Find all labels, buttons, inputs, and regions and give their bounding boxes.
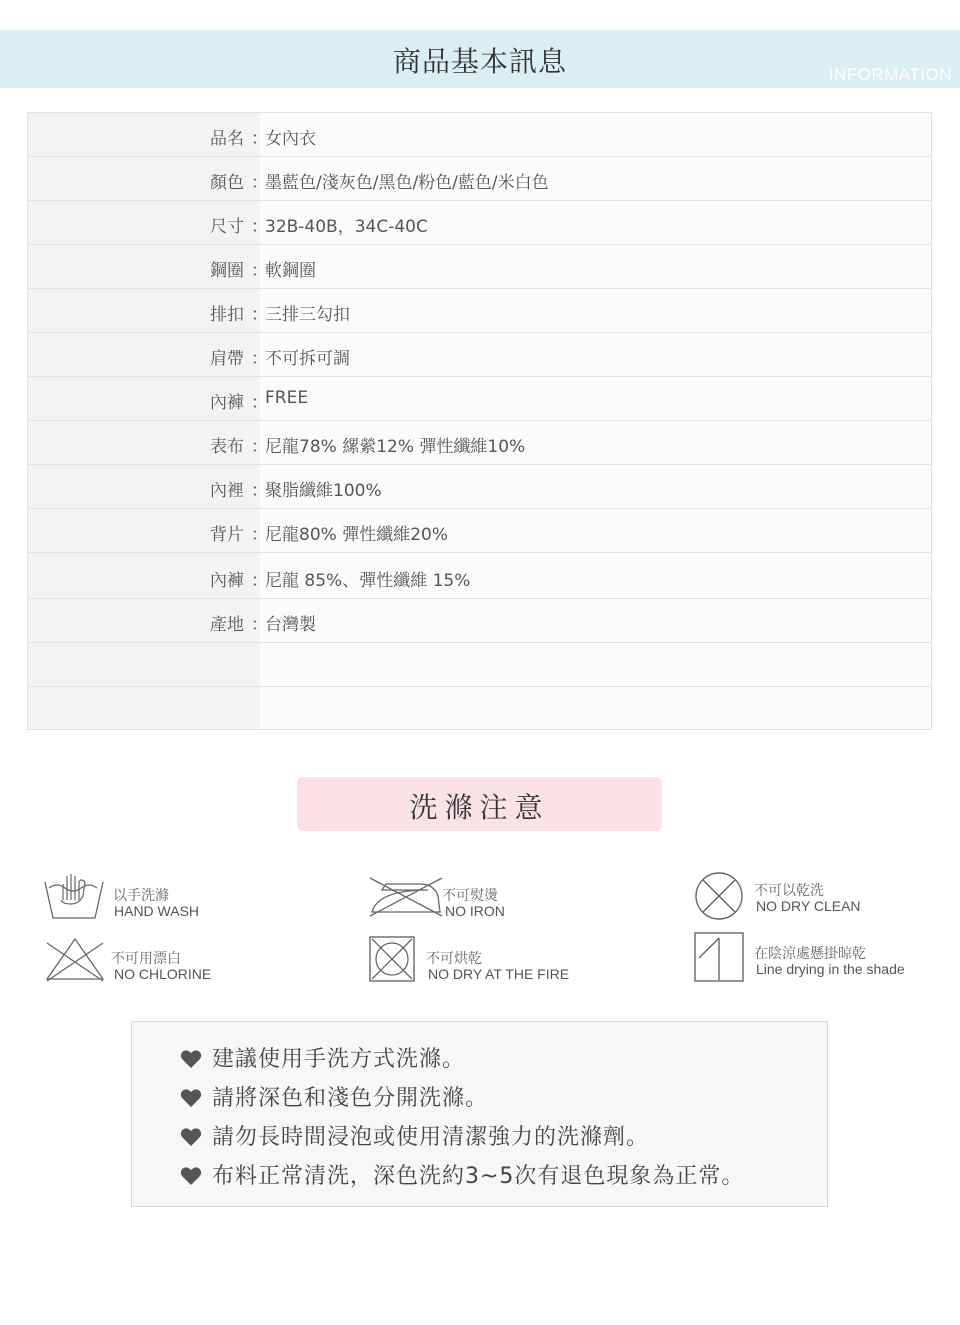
- care-no-dry-clean: [693, 870, 953, 926]
- spec-label: 內裡: [210, 481, 244, 501]
- spec-row-empty: [28, 643, 931, 687]
- spec-value: 不可拆可調: [265, 349, 350, 369]
- care-no-iron: [368, 870, 628, 926]
- care-label-cn: 不可用漂白: [111, 951, 181, 967]
- spec-label: 顏色: [210, 173, 244, 193]
- spec-value: 尼龍 85%、彈性纖維 15%: [265, 571, 471, 591]
- no-tumble-dry-icon: [368, 935, 416, 983]
- heart-icon: [180, 1127, 202, 1147]
- spec-colon: ：: [251, 615, 268, 635]
- spec-row: [28, 465, 931, 509]
- spec-row: [28, 113, 931, 157]
- no-iron-icon: [368, 870, 444, 918]
- care-hand-wash: [43, 870, 303, 926]
- spec-colon: ：: [251, 571, 268, 591]
- care-label-cn: 以手洗滌: [113, 888, 169, 904]
- care-label-en: NO IRON: [445, 903, 505, 919]
- spec-label: 內褲: [210, 393, 244, 413]
- spec-value: 尼龍78% 縲縈12% 彈性纖維10%: [265, 437, 526, 457]
- care-line-dry-shade: [693, 930, 953, 986]
- spec-row: [28, 599, 931, 643]
- care-label-cn: 不可熨燙: [442, 888, 498, 904]
- spec-row: [28, 509, 931, 553]
- spec-value: 三排三勾扣: [265, 305, 350, 325]
- spec-colon: ：: [251, 173, 268, 193]
- care-label-en: NO DRY AT THE FIRE: [428, 966, 570, 982]
- spec-label: 品名: [210, 129, 244, 149]
- care-note-text: 布料正常清洗，深色洗約3~5次有退色現象為正常。: [212, 1164, 745, 1189]
- spec-row: [28, 157, 931, 201]
- spec-colon: ：: [251, 437, 268, 457]
- spec-value: 32B-40B，34C-40C: [265, 217, 428, 237]
- spec-colon: ：: [251, 481, 268, 501]
- care-note-text: 請將深色和淺色分開洗滌。: [212, 1086, 489, 1111]
- information-title: 商品基本訊息: [392, 45, 567, 78]
- spec-table: [27, 112, 932, 730]
- spec-value: 尼龍80% 彈性纖維20%: [265, 525, 448, 545]
- spec-label: 肩帶: [210, 349, 244, 369]
- care-no-tumble-dry: [368, 935, 628, 991]
- care-label-cn: 在陰涼處懸掛晾乾: [754, 946, 866, 962]
- spec-row: [28, 333, 931, 377]
- spec-colon: ：: [251, 305, 268, 325]
- heart-icon: [180, 1088, 202, 1108]
- spec-value: 聚脂纖維100%: [265, 481, 382, 501]
- care-note-text: 建議使用手洗方式洗滌。: [212, 1047, 466, 1072]
- wash-care-header: [297, 777, 662, 831]
- spec-value: FREE: [265, 388, 309, 408]
- spec-label: 鋼圈: [210, 261, 244, 281]
- spec-label: 內褲: [210, 571, 244, 591]
- spec-row: [28, 555, 931, 599]
- spec-label: 尺寸: [210, 217, 244, 237]
- line-dry-shade-icon: [693, 930, 747, 984]
- care-label-en: HAND WASH: [114, 903, 200, 919]
- care-label-en: Line drying in the shade: [756, 961, 905, 977]
- spec-row: [28, 289, 931, 333]
- spec-row: [28, 377, 931, 421]
- spec-colon: ：: [251, 349, 268, 369]
- spec-value: 女內衣: [265, 129, 316, 149]
- no-dry-clean-icon: [693, 870, 747, 922]
- spec-label: 表布: [210, 437, 244, 457]
- spec-colon: ：: [251, 393, 268, 413]
- spec-row: [28, 201, 931, 245]
- care-notes-box: [131, 1021, 828, 1207]
- heart-icon: [180, 1166, 202, 1186]
- information-header: [0, 30, 960, 88]
- spec-label: 排扣: [210, 305, 244, 325]
- wash-care-title: 洗滌注意: [409, 791, 550, 824]
- spec-row: [28, 421, 931, 465]
- care-label-en: NO DRY CLEAN: [756, 898, 861, 914]
- spec-value: 墨藍色/淺灰色/黑色/粉色/藍色/米白色: [265, 173, 549, 193]
- care-label-cn: 不可烘乾: [426, 951, 482, 967]
- heart-icon: [180, 1049, 202, 1069]
- care-note-text: 請勿長時間浸泡或使用清潔強力的洗滌劑。: [212, 1125, 650, 1150]
- information-subtitle: INFORMATION: [828, 65, 952, 84]
- spec-colon: ：: [251, 217, 268, 237]
- spec-row: [28, 245, 931, 289]
- spec-label: 背片: [210, 525, 244, 545]
- spec-colon: ：: [251, 129, 268, 149]
- care-no-chlorine: [43, 935, 303, 991]
- care-label-en: NO CHLORINE: [114, 966, 212, 982]
- hand-wash-icon: [43, 870, 107, 922]
- spec-colon: ：: [251, 525, 268, 545]
- care-label-cn: 不可以乾洗: [754, 883, 824, 899]
- spec-label: 產地: [210, 615, 244, 635]
- no-chlorine-icon: [43, 935, 107, 985]
- spec-colon: ：: [251, 261, 268, 281]
- spec-value: 台灣製: [265, 615, 316, 635]
- spec-value: 軟鋼圈: [265, 261, 316, 281]
